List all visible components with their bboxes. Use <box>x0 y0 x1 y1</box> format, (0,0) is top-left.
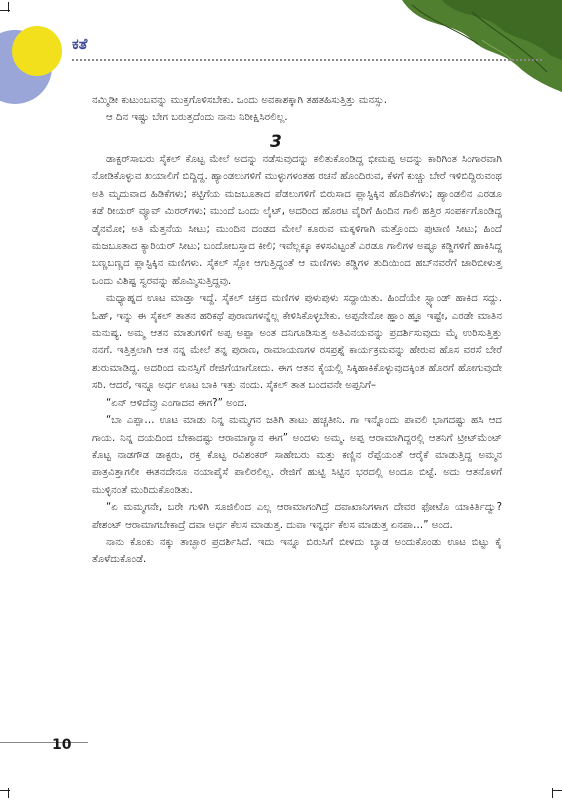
paragraph: ನಾನು ಕೊಂಕು ನಕ್ಕು ತಾಚ್ಛಾರ ಪ್ರದರ್ಶಿಸಿದೆ. ಇದು ಇನ್ನೂ ಬಿರುಸಿಗೆ ಬೀಳದು ಬ್ಯಾಡ ಅಂದುಕೊಂಡು ಊಟ ಬಿಟ್ಟು ಕೈ ತೊಳೆದುಕೊಂಡೆ. <box>92 536 502 566</box>
paragraph: “ಏನ್ ಆಳಿದೆವ್ರು ಎಂಗಾದವ ಈಗ?” ಅಂದ. <box>106 397 248 409</box>
crop-mark-top-left-h <box>0 10 10 11</box>
chapter-number: 3 <box>270 132 282 152</box>
page-number: 10 <box>52 737 72 753</box>
leaf-illustration <box>382 0 562 92</box>
header-divider <box>72 59 542 61</box>
intro-line: ಆ ದಿನ ಇಷ್ಟು ಬೇಗ ಬರುತ್ತದೆಂದು ನಾನು ನಿರೀಕ್ಷಿಸಿರಲಿಲ್ಲ. <box>106 112 288 124</box>
crop-mark-bottom-left-h <box>0 790 10 791</box>
footer-rule <box>0 742 88 743</box>
paragraph: “ಬಾ ಎಪ್ಪಾ… ಊಟ ಮಾಡು ನಿನ್ನ ಮಮ್ಮಗನ ಜತಿಗಿ ತಾಟು ಹಚ್ಚತೀನಿ. ಗಾ ಇನ್ನೊಂದು ಪಾವಲಿ ಭಾಗದಷ್ಟು ಹಸಿ ಆದ ಗಾಯ. ನಿನ್ನ ದಯದಿಂದ ಬೇಕಾದಷ್ಟು ಆರಾಮಾಗ್ಯಾನ ಈಗ” ಅಂದಳು ಅಮ್ಮ. ಅಪ್ಪ ಆರಾಮಾಗಿದ್ದರಲ್ಲಿ ಆತನಿಗೆ ಟ್ರೀಟ್‌ಮೆಂಟ್ ಕೊಟ್ಟ ನಾಡಗೌಡ ಡಾಕ್ಟರು, ರಕ್ತ ಕೊಟ್ಟ ರವಿಶಂಕರ್ ಸಾಹೇಬರು ಮತ್ತು ಕಣ್ಣಿನ ರೆಪ್ಪೆಯಂತೆ ಆರೈಕೆ ಮಾಡುತ್ತಿದ್ದ ಅಮ್ಮನ ಪಾತ್ರವಿತ್ತಾಗಲೀ ಈತನದೇನೂ ನಯಾಪೈಸೆ ಪಾಲಿರಲಿಲ್ಲ. ರೇಜಿಗೆ ಹುಟ್ಟಿ ಸಿಟ್ಟಿನ ಭರದಲ್ಲಿ ಅಂದೂ ಬಿಟ್ಟೆ. ಅದು ಆತನೊಳಗೆ ಮುಳ್ಳಿನಂತೆ ಮುರಿದುಕೊಂಡಿತು. <box>92 415 502 496</box>
paragraph: “ಏ ಮಮ್ಮಗನೇ, ಬರೇ ಗುಳಿಗಿ ಸೂಜಿಲಿಂದ ಎಲ್ಲ ಆರಾಮಾಗಂಗಿದ್ರೆ ದವಾಖಾನಿಗಳಾಗ ದೇವರ ಫೋಟೊ ಯಾಕಿರ್ತಿದ್ವು? ಪೇಶಂಟ್ ಆರಾಮಾಗಬೇಕಾದ್ರೆ ದವಾ ಅರ್ಧ ಕೆಲಸ ಮಾಡುತ್ತ. ದುವಾ ಇನ್ನರ್ಧ ಕೆಲಸ ಮಾಡುತ್ತ ಏನಪಾ…” ಅಂದ. <box>92 502 502 531</box>
intro-text <box>92 92 502 127</box>
paragraph: ಡಾಕ್ಟರ್‌ಸಾಬರು ಸೈಕಲ್ ಕೊಟ್ಟ ಮೇಲೆ ಅದನ್ನು ನಡೆಸುವುದನ್ನು ಕಲಿತುಕೊಂಡಿದ್ದ ಭೀಮಪ್ಪ ಅದನ್ನು ಕಾರಿಗಿಂತ ಸಿಂಗಾರವಾಗಿ ನೋಡಿಕೊಳ್ಳುವ ಖಯಾಲಿಗೆ ಬಿದ್ದಿದ್ದ. ಹ್ಯಾಂಡಲುಗಳಿಗೆ ಮುಳ್ಳುಗಳಂತಹ ರಚನೆ ಹೊಂದಿರುವ, ಕೆಳಗೆ ಕುಚ್ಚು ಬೇರೆ ಇಳಿಬಿದ್ದಿರುವಂಥ ಅತಿ ಮೃದುವಾದ ಹಿಡಿಕೆಗಳು; ಕಟ್ಟಿಗೆಯ ಮಜಬೂತಾದ ಪೆಡಲುಗಳಿಗೆ ಬಿರುಸಾದ ಪ್ಲಾಸ್ಟಿಕ್ಕಿನ ಹೊದಿಕೆಗಳು; ಹ್ಯಾಂಡಲಿನ ಎರಡೂ ಕಡೆ ರೀಯರ್ ವ್ಯೂವ್ ಮಿರರ್‌ಗಳು; ಮುಂದೆ ಒಂದು ಲೈಟ್, ಅದರಿಂದ ಹೊರಟ ವೈರಿಗೆ ಹಿಂದಿನ ಗಾಲಿ ಹತ್ತಿರ ಸಂಪರ್ಕಗೊಂಡಿದ್ದ ಡೈನಮೋ; ಅತಿ ಮೆತ್ತನೆಯ ಸೀಟು; ಮುಂದಿನ ದಂಡದ ಮೇಲೆ ಕೂರುವ ಮಕ್ಕಳಿಗಾಗಿ ಮತ್ತೊಂದು ಪುಟಾಣಿ ಸೀಟು; ಹಿಂದೆ ಮಜಬೂತಾದ ಕ್ಯಾರಿಯರ್ ಸೀಟು; ಬಂದೋಬಸ್ತಾದ ಕೀಲಿ; ಇವೆಲ್ಲಕ್ಕೂ ಕಳಸವಿಟ್ಟಂತೆ ಎರಡೂ ಗಾಲಿಗಳ ಅಷ್ಟೂ ಕಡ್ಡಿಗಳಿಗೆ ಹಾಕಿಸಿದ್ದ ಬಣ್ಣಬಣ್ಣದ ಪ್ಲಾಸ್ಟಿಕ್ಕಿನ ಮಣಿಗಳು. ಸೈಕಲ್ ಸ್ಲೋ ಆಗುತ್ತಿದ್ದಂತೆ ಆ ಮಣಿಗಳು ಕಡ್ಡಿಗಳ ತುದಿಯಿಂದ ಹಬ್‌ನವರೆಗೆ ಜಾರಿಬೀಳುತ್ತ ಒಂದು ವಿಶಿಷ್ಟ ಸ್ವರವನ್ನು ಹೊಮ್ಮಿಸುತ್ತಿದ್ದವು. <box>92 154 502 287</box>
decorative-yellow-circle <box>12 26 62 76</box>
main-text <box>92 151 502 569</box>
intro-line: ನಮ್ಮಿಡೀ ಕುಟುಂಬವನ್ನು ಮುಕ್ತಗೊಳಿಸಬೇಕು. ಒಂದು ಅವಕಾಶಕ್ಕಾಗಿ ತಹತಹಿಸುತ್ತಿತ್ತು ಮನಸ್ಸು. <box>92 95 388 106</box>
section-title: ಕತೆ <box>72 35 88 53</box>
paragraph: ಮಧ್ಯಾಹ್ನದ ಊಟ ಮಾಡ್ತಾ ಇದ್ದೆ. ಸೈಕಲ್ ಚಕ್ರದ ಮಣಿಗಳ ಪುಳುಪುಳು ಸದ್ದಾಯಿತು. ಹಿಂದೆಯೇ ಸ್ಟ್ಯಾಂಡ್ ಹಾಕಿದ ಸದ್ದು. ಓಹ್, ಇನ್ನು ಈ ಸೈಕಲ್ ತಾತನ ಹರಿಕಥೆ ಪುರಾಣಗಳನ್ನೆಲ್ಲ ಕೇಳಿಸಿಕೊಳ್ಳಬೇಕು. ಅಪ್ಪನೇನೋ ಹ್ಞಾಂ ಹ್ಞೂ ಇಷ್ಟೇ, ಎರಡೇ ಮಾತಿನ ಮನುಷ್ಯ. ಅಮ್ಮ ಆತನ ಮಾತುಗಳಿಗೆ ಅಪ್ಪ ಅಪ್ಪಾ ಅಂತ ದನಿಗೂಡಿಸುತ್ತ ಅತಿವಿನಯವನ್ನು ಪ್ರದರ್ಶಿಸುವುದು ಮೈ ಉರಿಸುತ್ತಿತ್ತು ನನಗೆ. ಇತ್ತಿತ್ತಲಾಗಿ ಆತ ನನ್ನ ಮೇಲೆ ತನ್ನ ಪುರಾಣ, ರಾಮಾಯಣಗಳ ರಸಪ್ರಶ್ನೆ ಕಾರ್ಯಕ್ರಮವನ್ನು ಹೇರುವ ಹೊಸ ವರಸೆ ಬೇರೆ ಶುರುಮಾಡಿದ್ದ. ಅದರಿಂದ ಮನಸ್ಸಿಗೆ ರೇಜಿಗೆಯಾಗೋದು. ಈಗ ಆತನ ಕೈಯಲ್ಲಿ ಸಿಕ್ಕಿಹಾಕಿಕೊಳ್ಳುವುದಕ್ಕಿಂತ ಹೊರಗೆ ಹೋಗುವುದೇ ಸರಿ. ಆದರೆ, ಇನ್ನೂ ಅರ್ಧ ಊಟ ಬಾಕಿ ಇತ್ತು ನಂದು. ಸೈಕಲ್ ತಾತ ಬಂದವನೇ ಅಪ್ಪನಿಗೆ– <box>92 293 502 392</box>
crop-mark-bottom-right-h <box>552 790 562 791</box>
